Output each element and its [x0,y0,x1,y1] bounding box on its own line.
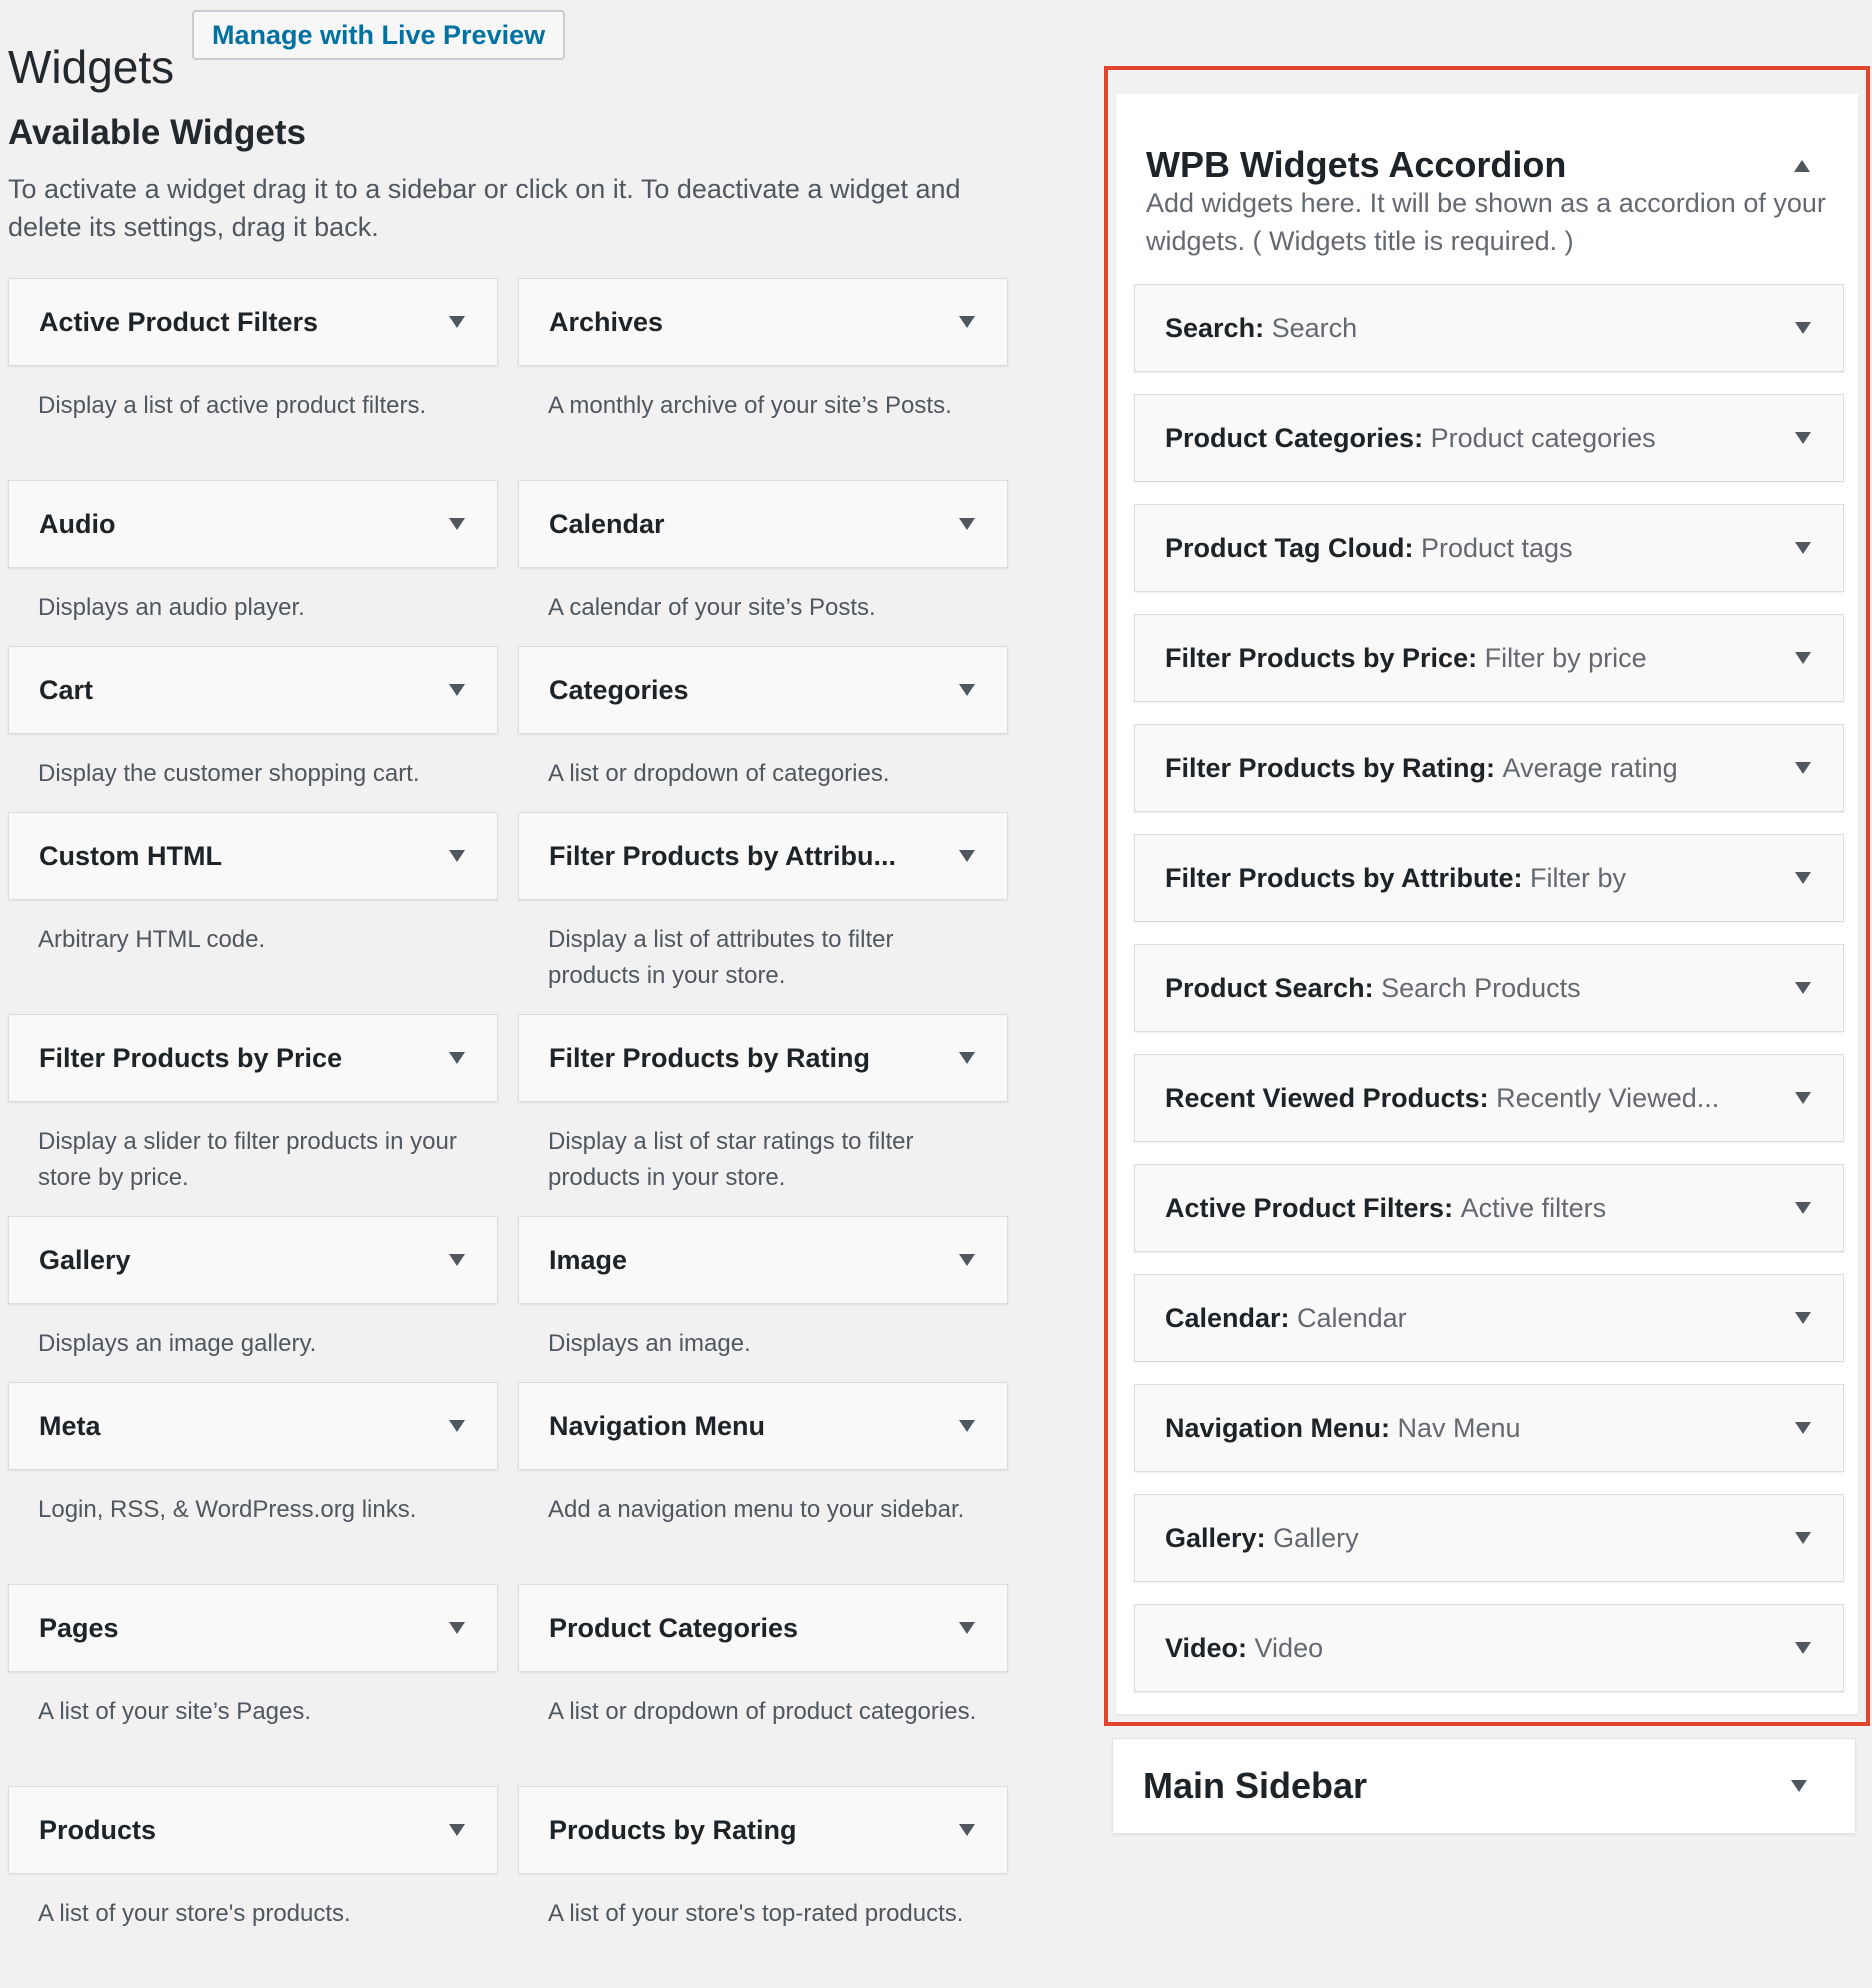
widget-title: Calendar [549,508,665,539]
widget-image [518,1216,1008,1382]
widget-instance-title: Product categories [1430,422,1656,453]
main-sidebar-title: Main Sidebar [1143,1765,1368,1806]
caret-down-icon[interactable] [1795,872,1811,884]
widget-separator: : [1381,1412,1398,1443]
caret-down-icon[interactable] [449,518,465,530]
sidebar-description: Add widgets here. It will be shown as a accordion of your widgets. ( Widgets title is required. ) [1146,188,1826,256]
widget-title: Meta [39,1410,101,1441]
widget-type: Filter Products by Attribute [1165,862,1514,893]
widget-header[interactable] [518,1382,1008,1470]
widget-description: Display a list of star ratings to filter products in your store. [548,1128,914,1191]
widget-description: A list of your store's products. [38,1900,351,1927]
widget-separator: : [1444,1192,1461,1223]
widget-description: A monthly archive of your site’s Posts. [548,392,952,419]
widget-calendar [518,480,1008,646]
widget-separator: : [1404,532,1421,563]
widget-filter-products-by-price [8,1014,498,1216]
widget-type: Search [1165,312,1256,343]
caret-down-icon[interactable] [1795,1312,1811,1324]
caret-down-icon[interactable] [449,1824,465,1836]
widget-separator: : [1513,862,1531,893]
widget-title: Filter Products by Attribu... [549,840,897,871]
widget-title: Products by Rating [549,1814,797,1845]
manage-live-preview-button[interactable]: Manage with Live Preview [192,10,565,60]
widget-description: A list of your store's top-rated products. [548,1900,964,1927]
widget-description: A list of your site’s Pages. [38,1698,312,1725]
widget-title: Audio [39,508,116,539]
widget-type: Navigation Menu [1165,1412,1382,1443]
widget-title: Cart [39,674,94,705]
widget-instance-title: Filter by price [1484,642,1647,673]
widget-header[interactable] [518,480,1008,568]
widget-archives [518,278,1008,480]
widget-header[interactable] [8,1382,498,1470]
widget-title: Navigation Menu [549,1410,766,1441]
caret-down-icon[interactable] [1791,1780,1807,1792]
widget-navigation-menu [518,1382,1008,1584]
caret-down-icon[interactable] [959,1420,975,1432]
widget-type: Product Tag Cloud [1165,532,1405,563]
widget-header[interactable] [8,1216,498,1304]
widget-header[interactable] [518,278,1008,366]
sidebar-widget-filter-by-price[interactable] [1134,614,1844,702]
sidebar-widget-filter-by-rating[interactable] [1134,724,1844,812]
sidebar-widget-recent-viewed-products[interactable] [1134,1054,1844,1142]
caret-down-icon[interactable] [959,850,975,862]
caret-down-icon[interactable] [959,1622,975,1634]
widget-title: Gallery [39,1244,131,1275]
sidebar-widget-active-product-filters[interactable] [1134,1164,1844,1252]
widget-separator: : [1479,1082,1497,1113]
widget-type: Video [1165,1632,1239,1663]
widget-header[interactable] [518,1216,1008,1304]
widget-gallery [8,1216,498,1382]
widget-type: Product Search [1165,972,1365,1003]
caret-down-icon[interactable] [959,518,975,530]
available-widgets-title: Available Widgets [8,113,306,152]
widget-title: Pages [39,1612,119,1643]
caret-down-icon[interactable] [959,1052,975,1064]
widget-meta [8,1382,498,1584]
widget-description: Login, RSS, & WordPress.org links. [38,1496,417,1523]
caret-down-icon[interactable] [959,1254,975,1266]
widget-products-by-rating [518,1786,1008,1988]
widget-instance-title: Product tags [1420,532,1573,563]
caret-down-icon[interactable] [1795,982,1811,994]
caret-down-icon[interactable] [1795,1532,1811,1544]
widget-type: Filter Products by Price [1165,642,1469,673]
widget-title: Archives [549,306,664,337]
available-widgets-description: To activate a widget drag it to a sidebar or click on it. To deactivate a widget and delete its settings, drag it back. [8,174,961,242]
sidebar-widget-product-tag-cloud[interactable] [1134,504,1844,592]
widget-type: Product Categories [1165,422,1415,453]
widget-description: Display a slider to filter products in your store by price. [38,1128,457,1191]
widget-separator: : [1255,312,1272,343]
widget-cart [8,646,498,812]
widget-title: Products [39,1814,157,1845]
widget-description: Display a list of attributes to filter products in your store. [548,926,894,989]
widget-instance-title: Gallery [1273,1522,1359,1553]
widget-instance-title: Calendar [1297,1302,1407,1333]
widget-type: Recent Viewed Products [1165,1082,1480,1113]
widget-separator: : [1468,642,1485,673]
caret-down-icon[interactable] [1795,432,1811,444]
caret-down-icon[interactable] [449,850,465,862]
sidebar-widget-navigation-menu[interactable] [1134,1384,1844,1472]
widget-active-product-filters [8,278,498,480]
widget-type: Gallery [1165,1522,1257,1553]
widget-description: Displays an image. [548,1330,751,1357]
widget-title: Filter Products by Rating [549,1042,871,1073]
widget-title: Custom HTML [39,840,222,871]
caret-down-icon[interactable] [959,316,975,328]
widget-header[interactable] [8,646,498,734]
widget-instance-title: Search Products [1381,972,1581,1003]
widget-description: Display a list of active product filters. [38,392,427,419]
widget-title: Image [549,1244,628,1275]
sidebar-widget-video[interactable] [1134,1604,1844,1692]
caret-down-icon[interactable] [1795,652,1811,664]
widget-description: Arbitrary HTML code. [38,926,266,953]
sidebar-widget-product-search[interactable] [1134,944,1844,1032]
sidebar-widget-search[interactable] [1134,284,1844,372]
widget-separator: : [1364,972,1382,1003]
widget-filter-products-by-rating [518,1014,1008,1216]
caret-down-icon[interactable] [449,1622,465,1634]
widget-header[interactable] [518,1584,1008,1672]
widget-title: Product Categories [549,1612,799,1643]
caret-down-icon[interactable] [449,1420,465,1432]
widget-header[interactable] [518,646,1008,734]
caret-down-icon[interactable] [1795,1642,1811,1654]
sidebar-widget-list [1134,284,1844,1692]
wpb-accordion-sidebar [1116,94,1858,1714]
caret-down-icon[interactable] [449,684,465,696]
sidebar-title[interactable]: WPB Widgets Accordion [1146,144,1567,185]
caret-down-icon[interactable] [1795,542,1811,554]
widget-separator: : [1280,1302,1298,1333]
widget-instance-title: Search [1271,312,1358,343]
widget-separator: : [1414,422,1431,453]
widget-filter-products-by-attribute [518,812,1008,1014]
sidebar-widget-filter-by-attribute[interactable] [1134,834,1844,922]
page-title: Widgets [8,40,175,93]
widget-header[interactable] [8,1584,498,1672]
widget-description: A calendar of your site’s Posts. [548,594,876,621]
widget-description: Displays an image gallery. [38,1330,317,1357]
main-sidebar-panel[interactable] [1112,1738,1856,1834]
caret-down-icon[interactable] [1795,1422,1811,1434]
widget-separator: : [1238,1632,1255,1663]
caret-down-icon[interactable] [1795,762,1811,774]
wpb-accordion-highlight [1104,66,1870,1726]
widget-instance-title: Filter by [1530,862,1627,893]
caret-down-icon[interactable] [449,316,465,328]
caret-down-icon[interactable] [449,1254,465,1266]
widget-instance-title: Average rating [1502,752,1678,783]
widget-title: Active Product Filters [39,306,319,337]
widget-custom-html [8,812,498,1014]
caret-down-icon[interactable] [1795,1202,1811,1214]
caret-down-icon[interactable] [959,684,975,696]
caret-down-icon[interactable] [1795,1092,1811,1104]
widget-audio [8,480,498,646]
widget-instance-title: Nav Menu [1397,1412,1521,1443]
widget-instance-title: Recently Viewed... [1496,1082,1720,1113]
sidebar-widget-calendar[interactable] [1134,1274,1844,1362]
widget-header[interactable] [518,1014,1008,1102]
caret-down-icon[interactable] [449,1052,465,1064]
widget-separator: : [1256,1522,1274,1553]
widget-products [8,1786,498,1988]
widget-header[interactable] [518,1786,1008,1874]
widget-type: Filter Products by Rating [1165,752,1487,783]
widget-product-categories [518,1584,1008,1786]
available-widgets-grid [8,278,1008,1988]
widget-instance-title: Active filters [1460,1192,1607,1223]
widget-type: Active Product Filters [1165,1192,1445,1223]
widget-type: Calendar [1165,1302,1281,1333]
widget-instance-title: Video [1254,1632,1324,1663]
widget-header[interactable] [8,812,498,900]
widget-header[interactable] [8,1014,498,1102]
widget-description: Add a navigation menu to your sidebar. [548,1496,965,1523]
widget-description: A list or dropdown of categories. [548,760,890,787]
widget-pages [8,1584,498,1786]
widget-description: Displays an audio player. [38,594,305,621]
widget-title: Filter Products by Price [39,1042,343,1073]
widget-separator: : [1486,752,1503,783]
sidebar-widget-gallery[interactable] [1134,1494,1844,1582]
caret-up-icon[interactable] [1794,160,1810,172]
widget-header[interactable] [8,278,498,366]
widget-categories [518,646,1008,812]
widget-description: A list or dropdown of product categories. [548,1698,977,1725]
widget-header[interactable] [8,1786,498,1874]
widget-title: Categories [549,674,689,705]
widget-header[interactable] [518,812,1008,900]
caret-down-icon[interactable] [959,1824,975,1836]
caret-down-icon[interactable] [1795,322,1811,334]
sidebar-widget-product-categories[interactable] [1134,394,1844,482]
widget-description: Display the customer shopping cart. [38,760,420,787]
widget-header[interactable] [8,480,498,568]
